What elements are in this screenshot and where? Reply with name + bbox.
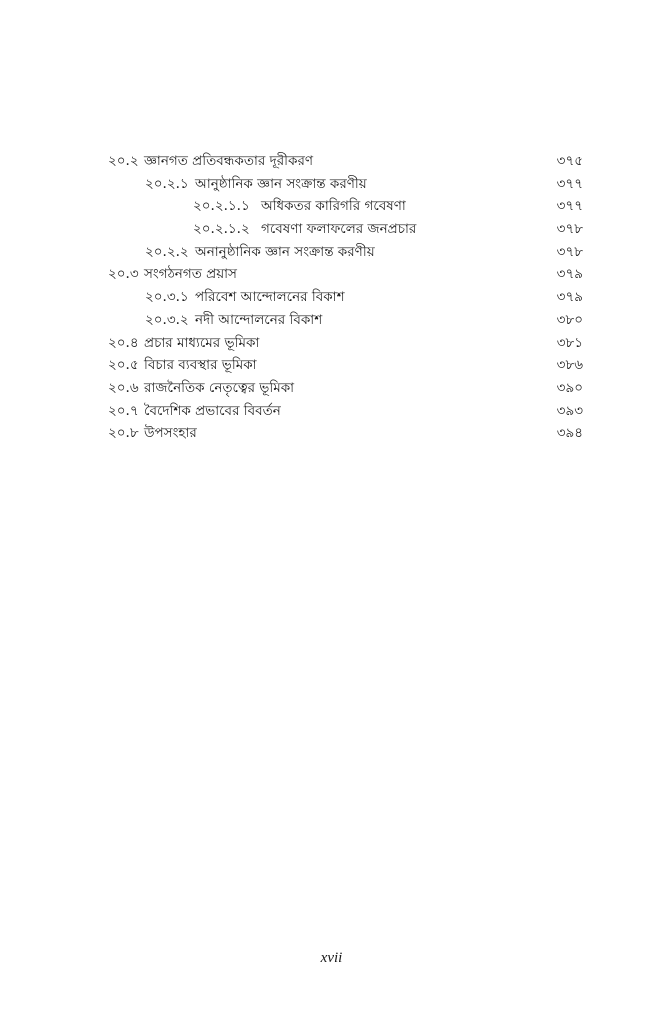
toc-entry-title: সংগঠনগত প্রয়াস (144, 266, 237, 283)
toc-entry (108, 150, 583, 173)
toc-entry-title: উপসংহার (144, 425, 197, 442)
toc-entry (108, 400, 583, 423)
toc-entry-number: ২০.৬ (108, 379, 139, 396)
toc-entry-page: ৩৯৪ (556, 425, 583, 442)
toc-entry (108, 263, 583, 286)
toc-entry-title: রাজনৈতিক নেতৃত্বের ভূমিকা (144, 379, 295, 396)
toc-entry (108, 286, 583, 309)
toc-entry (108, 309, 583, 332)
toc-entry-title: বৈদেশিক প্রভাবের বিবর্তন (144, 402, 281, 419)
toc-entry-page: ৩৭৮ (556, 243, 583, 260)
toc-entry-page: ৩৭৭ (556, 198, 583, 215)
toc-entry-page: ৩৯০ (556, 379, 583, 396)
toc-entry-page: ৩৭৫ (556, 153, 583, 169)
toc-entry-number: ২০.৩.১ (145, 289, 189, 306)
toc-entry (108, 332, 583, 355)
toc-entry-page: ৩৭৯ (556, 266, 583, 283)
toc-entry-title: বিচার ব্যবস্থার ভূমিকা (144, 357, 257, 374)
toc-entry-number: ২০.২ (108, 153, 139, 169)
toc-entry-number: ২০.৮ (108, 425, 139, 442)
toc-entry-number: ২০.৩.২ (145, 311, 189, 328)
toc-entry-title: অধিকতর কারিগরি গবেষণা (261, 198, 406, 215)
toc-entry-title: পরিবেশ আন্দোলনের বিকাশ (195, 289, 345, 306)
toc-entry (108, 422, 583, 445)
toc-entry-number: ২০.২.২ (145, 243, 189, 260)
toc-entry-page: ৩৭৯ (556, 289, 583, 306)
toc-entry-page: ৩৭৭ (556, 175, 583, 192)
toc-entry (108, 377, 583, 400)
toc-entry-title: নদী আন্দোলনের বিকাশ (195, 311, 323, 328)
toc-entry-number: ২০.২.১.১ (193, 198, 250, 215)
toc-entry-page: ৩৮৬ (556, 357, 583, 374)
toc-entry (108, 241, 583, 264)
toc-entry-page: ৩৯৩ (556, 402, 583, 419)
toc-entry-number: ২০.২.১ (145, 175, 189, 192)
table-of-contents (108, 150, 583, 445)
toc-entry (108, 173, 583, 196)
page-number: xvii (320, 950, 343, 966)
toc-entry-title: জ্ঞানগত প্রতিবন্ধকতার দূরীকরণ (144, 153, 314, 169)
toc-entry-number: ২০.৭ (108, 402, 139, 419)
toc-entry-number: ২০.২.১.২ (193, 221, 250, 238)
toc-entry (108, 354, 583, 377)
toc-entry-title: অনানুষ্ঠানিক জ্ঞান সংক্রান্ত করণীয় (195, 243, 375, 260)
toc-entry-title: গবেষণা ফলাফলের জনপ্রচার (261, 221, 417, 238)
toc-entry-page: ৩৮০ (556, 311, 583, 328)
toc-entry-page: ৩৭৮ (556, 221, 583, 238)
toc-entry (108, 195, 583, 218)
toc-entry (108, 218, 583, 241)
toc-entry-page: ৩৮১ (556, 334, 583, 351)
toc-entry-title: প্রচার মাধ্যমের ভূমিকা (144, 334, 260, 351)
toc-entry-number: ২০.৪ (108, 334, 139, 351)
toc-entry-number: ২০.৫ (108, 357, 139, 374)
toc-entry-number: ২০.৩ (108, 266, 139, 283)
toc-entry-title: আনুষ্ঠানিক জ্ঞান সংক্রান্ত করণীয় (195, 175, 367, 192)
